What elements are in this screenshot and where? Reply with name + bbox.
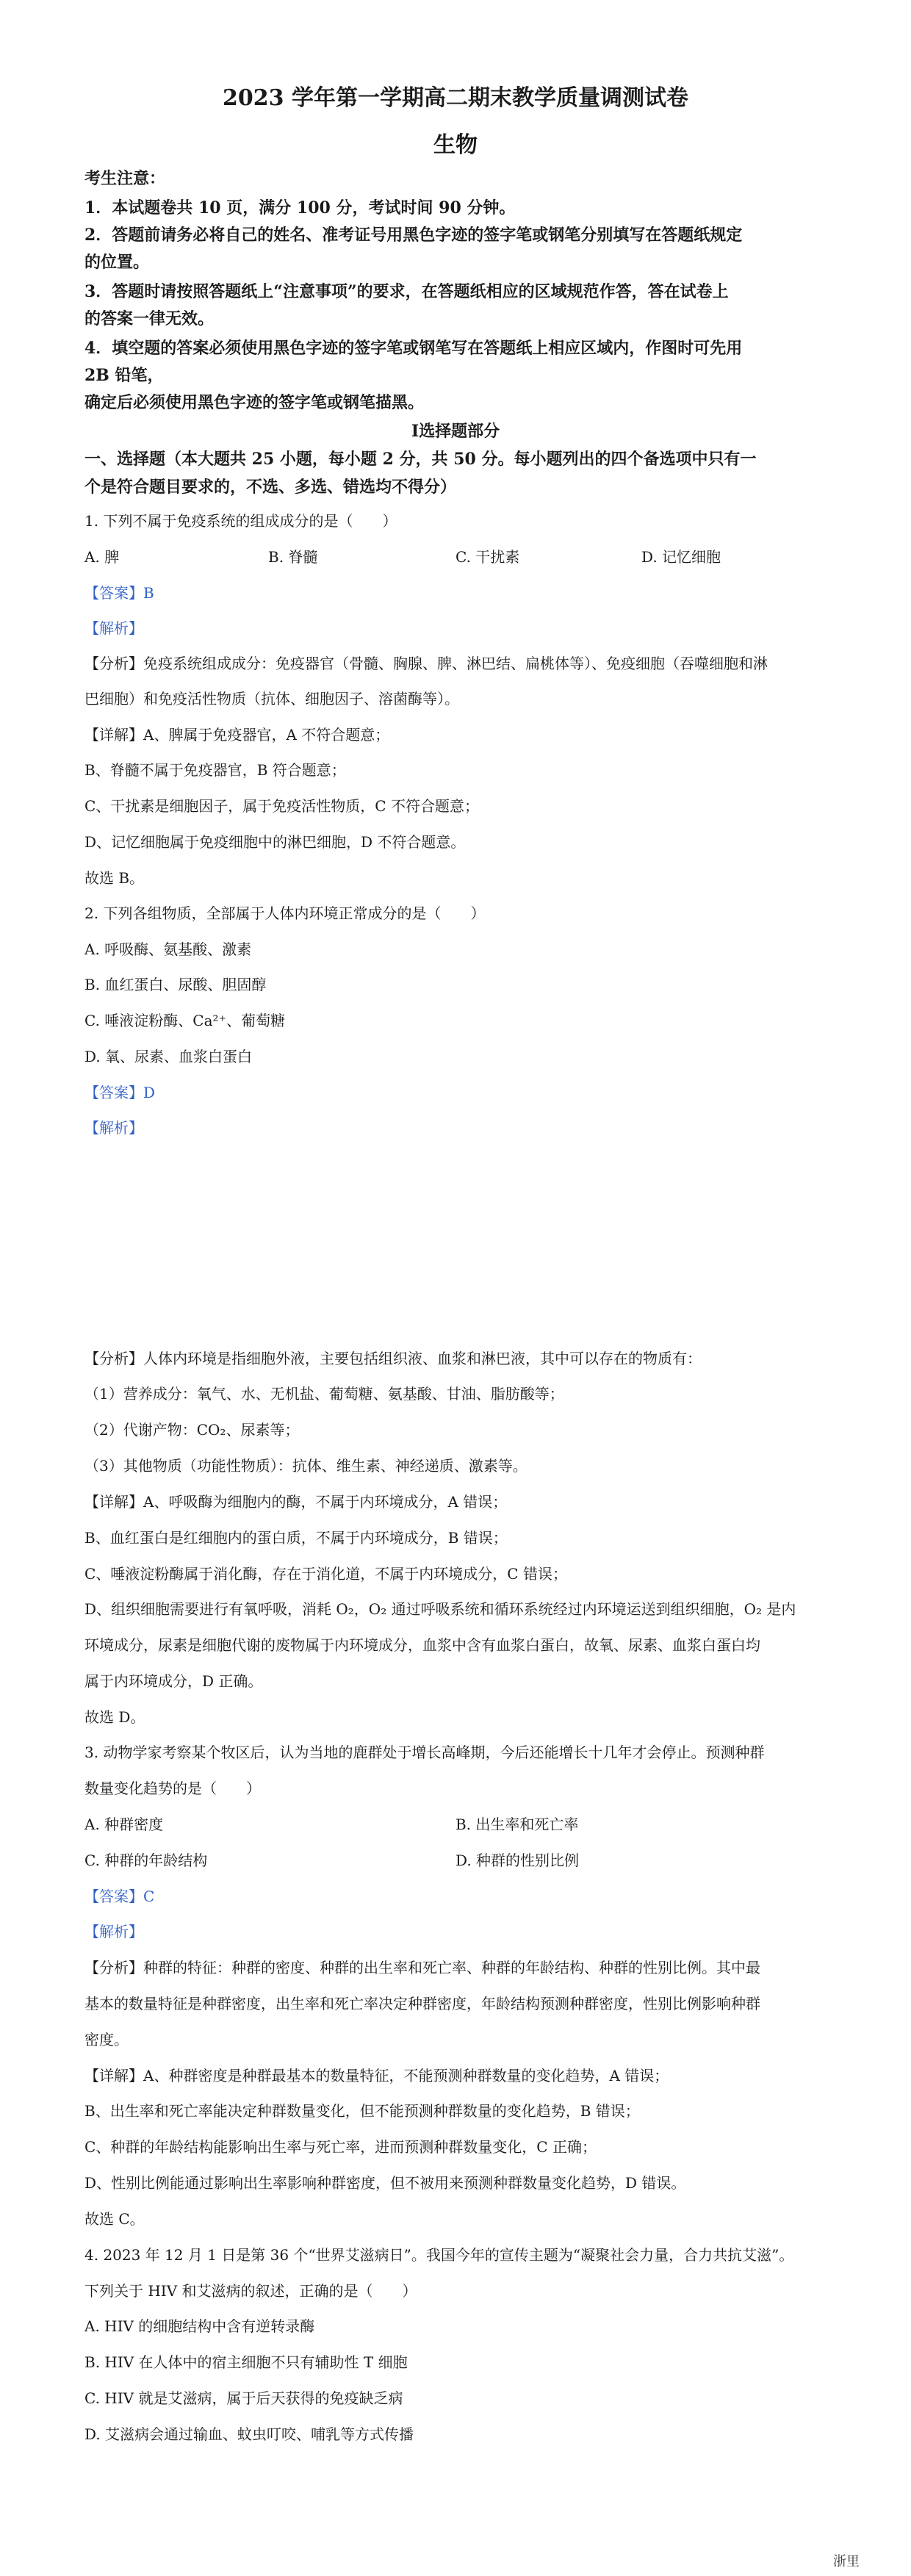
answer-tag: 【答案】D: [84, 1084, 156, 1101]
explanation-line: 故选 C。: [84, 2210, 145, 2228]
explanation-line: D、记忆细胞属于免疫细胞中的淋巴细胞，D 不符合题意。: [84, 833, 466, 851]
option-d: D. 种群的性别比例: [455, 1852, 580, 1869]
question-4-stem: 下列关于 HIV 和艾滋病的叙述，正确的是（ ）: [84, 2282, 417, 2300]
answer-tag: 【答案】C: [84, 1888, 155, 1905]
explanation-line: （3）其他物质（功能性物质）：抗体、维生素、神经递质、激素等。: [84, 1457, 527, 1475]
option-b: B. 脊髓: [268, 548, 318, 566]
notice-line: 3．答题时请按照答题纸上“注意事项”的要求，在答题纸相应的区域规范作答，答在试卷上: [84, 282, 729, 301]
option-c: C. HIV 就是艾滋病，属于后天获得的免疫缺乏病: [84, 2389, 403, 2407]
explanation-line: 基本的数量特征是种群密度，出生率和死亡率决定种群密度，年龄结构预测种群密度，性别比例影响种群: [84, 1995, 760, 2012]
option-a: A. HIV 的细胞结构中含有逆转录酶: [84, 2317, 315, 2335]
option-c: C. 唾液淀粉酶、Ca²⁺、葡萄糖: [84, 1012, 286, 1029]
notice-line: 1．本试题卷共 10 页，满分 100 分，考试时间 90 分钟。: [84, 198, 516, 217]
analysis-label: 【解析】: [84, 619, 143, 637]
notice-line: 4．填空题的答案必须使用黑色字迹的签字笔或钢笔写在答题纸上相应区域内，作图时可先用: [84, 339, 743, 358]
option-a: A. 脾: [84, 548, 120, 566]
question-4-stem: 4. 2023 年 12 月 1 日是第 36 个“世界艾滋病日”。我国今年的宣传主题为“凝聚社会力量，合力共抗艾滋”。: [84, 2246, 794, 2264]
notice-line: 2B 铅笔，: [84, 366, 164, 385]
explanation-line: 属于内环境成分，D 正确。: [84, 1672, 263, 1690]
option-c: C. 种群的年龄结构: [84, 1852, 208, 1869]
explanation-line: C、唾液淀粉酶属于消化酶，存在于消化道，不属于内环境成分，C 错误；: [84, 1565, 567, 1583]
explanation-line: 巴细胞）和免疫活性物质（抗体、细胞因子、溶菌酶等）。: [84, 690, 459, 708]
analysis-label: 【解析】: [84, 1923, 143, 1940]
section-heading: 一、选择题（本大题共 25 小题，每小题 2 分，共 50 分。每小题列出的四个备选项中只有一: [84, 450, 757, 469]
explanation-line: D、性别比例能通过影响出生率影响种群密度，但不被用来预测种群数量变化趋势，D 错误。: [84, 2174, 686, 2192]
notice-line: 确定后必须使用黑色字迹的签字笔或钢笔描黑。: [84, 393, 425, 412]
question-3-options: [84, 1849, 827, 1871]
question-2-stem: 2. 下列各组物质，全部属于人体内环境正常成分的是（ ）: [84, 904, 486, 922]
section-heading: 个是符合题目要求的，不选、多选、错选均不得分）: [84, 478, 457, 497]
explanation-line: 密度。: [84, 2031, 129, 2048]
option-a: A. 呼吸酶、氨基酸、激素: [84, 940, 252, 958]
explanation-line: 【分析】种群的特征：种群的密度、种群的出生率和死亡率、种群的年龄结构、种群的性别比例。其中最: [84, 1959, 760, 1976]
footer-watermark: 浙里: [833, 2554, 860, 2569]
explanation-line: 故选 B。: [84, 869, 145, 887]
explanation-line: 【分析】免疫系统组成成分：免疫器官（骨髓、胸腺、脾、淋巴结、扁桃体等）、免疫细胞（吞噬细胞和淋: [84, 655, 768, 672]
question-3-options: [84, 1813, 827, 1835]
question-1-options: [84, 546, 827, 568]
option-c: C. 干扰素: [455, 548, 520, 566]
explanation-line: 环境成分，尿素是细胞代谢的废物属于内环境成分，血浆中含有血浆白蛋白，故氧、尿素、血浆白蛋白均: [84, 1636, 760, 1654]
explanation-line: （1）营养成分：氧气、水、无机盐、葡萄糖、氨基酸、甘油、脂肪酸等；: [84, 1385, 564, 1403]
answer-label: [84, 582, 827, 604]
question-1-stem: 1. 下列不属于免疫系统的组成成分的是（ ）: [84, 512, 397, 530]
explanation-line: D、组织细胞需要进行有氧呼吸，消耗 O₂，O₂ 通过呼吸系统和循环系统经过内环境运送到组织细胞，O₂ 是内: [84, 1600, 796, 1618]
explanation-line: 【分析】人体内环境是指细胞外液，主要包括组织液、血浆和淋巴液，其中可以存在的物质有：: [84, 1350, 702, 1367]
option-b: B. 出生率和死亡率: [455, 1816, 579, 1833]
option-d: D. 记忆细胞: [641, 548, 721, 566]
exam-title: 2023 学年第一学期高二期末教学质量调测试卷: [223, 85, 688, 111]
explanation-line: 【详解】A、脾属于免疫器官，A 不符合题意；: [84, 726, 390, 744]
option-a: A. 种群密度: [84, 1816, 164, 1833]
explanation-line: （2）代谢产物：CO₂、尿素等；: [84, 1421, 300, 1439]
option-b: B. HIV 在人体中的宿主细胞不只有辅助性 T 细胞: [84, 2353, 408, 2371]
option-b: B. 血红蛋白、尿酸、胆固醇: [84, 976, 267, 993]
explanation-line: 【详解】A、呼吸酶为细胞内的酶，不属于内环境成分，A 错误；: [84, 1493, 508, 1511]
explanation-line: B、血红蛋白是红细胞内的蛋白质，不属于内环境成分，B 错误；: [84, 1529, 508, 1547]
option-d: D. 艾滋病会通过输血、蚊虫叮咬、哺乳等方式传播: [84, 2425, 414, 2443]
explanation-line: 【详解】A、种群密度是种群最基本的数量特征，不能预测种群数量的变化趋势，A 错误；: [84, 2067, 669, 2084]
explanation-line: C、干扰素是细胞因子，属于免疫活性物质，C 不符合题意；: [84, 797, 479, 815]
notice-line: 2．答题前请务必将自己的姓名、准考证号用黑色字迹的签字笔或钢笔分别填写在答题纸规定: [84, 226, 743, 245]
question-3-stem: 3. 动物学家考察某个牧区后，认为当地的鹿群处于增长高峰期，今后还能增长十几年才会停止。预测种群: [84, 1744, 765, 1761]
explanation-line: C、种群的年龄结构能影响出生率与死亡率，进而预测种群数量变化，C 正确；: [84, 2138, 597, 2156]
notice-heading: 考生注意：: [84, 169, 166, 188]
question-3-stem: 数量变化趋势的是（ ）: [84, 1780, 261, 1797]
analysis-label: 【解析】: [84, 1119, 143, 1137]
explanation-line: B、脊髓不属于免疫器官，B 符合题意；: [84, 761, 346, 779]
explanation-line: B、出生率和死亡率能决定种群数量变化，但不能预测种群数量的变化趋势，B 错误；: [84, 2102, 640, 2120]
part-title: Ⅰ选择题部分: [411, 422, 500, 441]
subject-title: 生物: [433, 132, 478, 158]
explanation-line: 故选 D。: [84, 1708, 145, 1726]
answer-tag: 【答案】B: [84, 584, 154, 602]
notice-line: 的位置。: [84, 253, 150, 272]
notice-line: 的答案一律无效。: [84, 309, 215, 328]
option-d: D. 氧、尿素、血浆白蛋白: [84, 1048, 253, 1065]
